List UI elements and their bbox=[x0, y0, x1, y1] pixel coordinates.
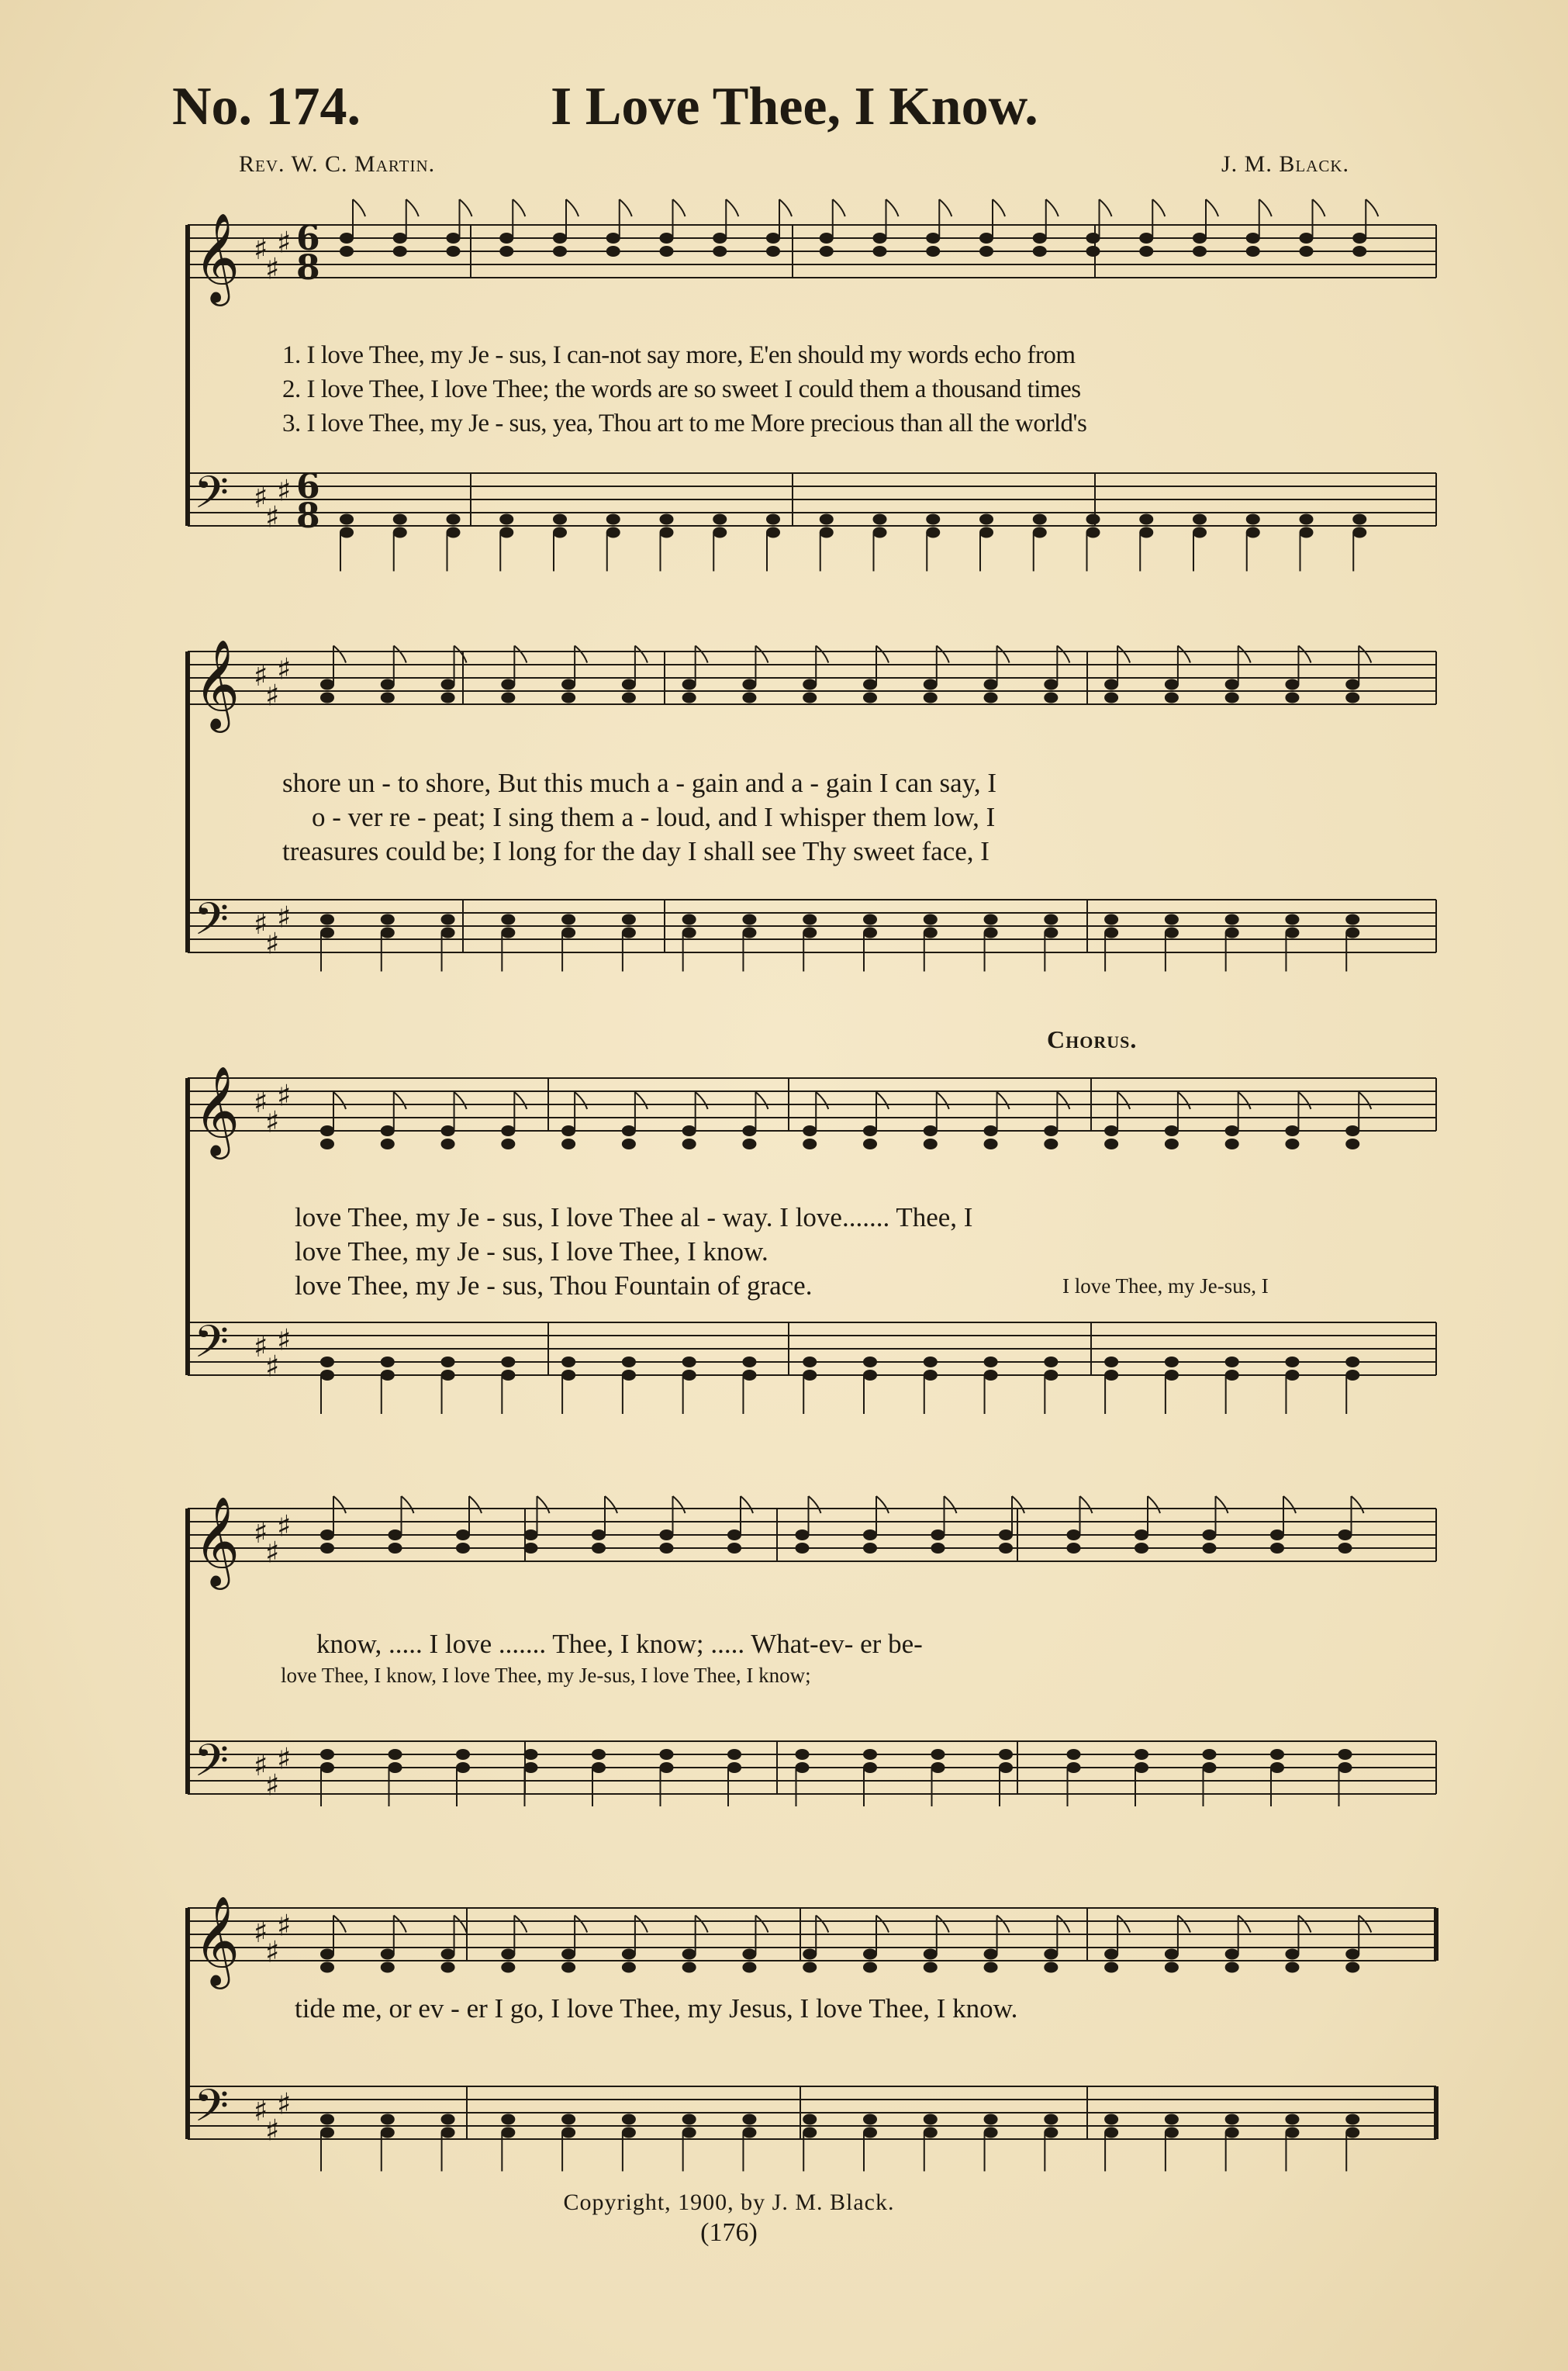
chorus-label: Chorus. bbox=[1047, 1025, 1138, 1053]
music-system-3 bbox=[180, 1055, 1452, 1412]
svg-text:𝄞: 𝄞 bbox=[194, 1895, 240, 1986]
hymn-title: I Love Thee, I Know. bbox=[551, 77, 1038, 137]
bass-echo-lyric: I love Thee, my Je-sus, I bbox=[1062, 1274, 1269, 1298]
lyric-verse-1: shore un - to shore, But this much a - gain and a - gain I can say, I bbox=[282, 768, 997, 798]
svg-text:♯: ♯ bbox=[254, 480, 268, 514]
svg-text:♯: ♯ bbox=[265, 251, 280, 286]
svg-text:♯: ♯ bbox=[265, 2113, 280, 2148]
music-system-4 bbox=[180, 1485, 1452, 1842]
svg-text:♯: ♯ bbox=[277, 2086, 292, 2121]
svg-text:♯: ♯ bbox=[277, 1078, 292, 1113]
lyric-verse-3: 3. I love Thee, my Je - sus, yea, Thou art to me More precious than all the world's bbox=[282, 410, 1087, 437]
svg-text:𝄞: 𝄞 bbox=[194, 1065, 240, 1156]
svg-text:♯: ♯ bbox=[265, 1768, 280, 1802]
page-number: (176) bbox=[700, 2218, 758, 2247]
svg-text:♯: ♯ bbox=[277, 473, 292, 508]
svg-text:𝄢: 𝄢 bbox=[194, 2079, 230, 2143]
svg-text:♯: ♯ bbox=[277, 652, 292, 686]
svg-text:♯: ♯ bbox=[277, 1741, 292, 1776]
lyric-verse-3: treasures could be; I long for the day I shall see Thy sweet face, I bbox=[282, 836, 989, 866]
hymn-number: No. 174. bbox=[172, 77, 361, 137]
lyric-verse-1: love Thee, my Je - sus, I love Thee al - way. I love....... Thee, I bbox=[295, 1202, 973, 1232]
svg-text:𝄢: 𝄢 bbox=[194, 893, 230, 956]
music-system-5 bbox=[180, 1892, 1452, 2179]
svg-text:♯: ♯ bbox=[277, 225, 292, 260]
svg-text:♯: ♯ bbox=[254, 907, 268, 941]
svg-text:8: 8 bbox=[296, 496, 320, 536]
svg-text:♯: ♯ bbox=[277, 1509, 292, 1543]
composer-credit: J. M. Black. bbox=[1221, 151, 1350, 177]
svg-text:𝄢: 𝄢 bbox=[194, 466, 230, 530]
copyright-notice: Copyright, 1900, by J. M. Black. bbox=[563, 2190, 895, 2215]
music-system-1 bbox=[180, 209, 1452, 558]
svg-text:6: 6 bbox=[296, 219, 320, 258]
svg-text:♯: ♯ bbox=[265, 926, 280, 961]
svg-text:♯: ♯ bbox=[277, 900, 292, 935]
svg-text:♯: ♯ bbox=[265, 499, 280, 534]
svg-text:♯: ♯ bbox=[265, 1934, 280, 1969]
svg-text:♯: ♯ bbox=[254, 658, 268, 693]
bass-echo-lyric: love Thee, I know, I love Thee, my Je-sus, I love Thee, I know; bbox=[281, 1664, 811, 1687]
lyric-verse-3: love Thee, my Je - sus, Thou Fountain of grace. bbox=[295, 1270, 813, 1301]
lyric-chorus: tide me, or ev - er I go, I love Thee, my Jesus, I love Thee, I know. bbox=[295, 1993, 1018, 2024]
lyric-chorus: know, ..... I love ....... Thee, I know; ..... What-ev- er be- bbox=[316, 1629, 923, 1659]
lyric-verse-2: 2. I love Thee, I love Thee; the words are so sweet I could them a thousand times bbox=[282, 375, 1081, 403]
svg-text:♯: ♯ bbox=[254, 1748, 268, 1782]
lyric-verse-1: 1. I love Thee, my Je - sus, I can-not say more, E'en should my words echo from bbox=[282, 341, 1076, 369]
svg-text:♯: ♯ bbox=[265, 1535, 280, 1570]
lyricist-credit: Rev. W. C. Martin. bbox=[239, 151, 436, 177]
svg-text:♯: ♯ bbox=[254, 1085, 268, 1119]
svg-text:♯: ♯ bbox=[254, 1915, 268, 1949]
lyric-verse-2: love Thee, my Je - sus, I love Thee, I know. bbox=[295, 1236, 768, 1267]
svg-text:♯: ♯ bbox=[277, 1322, 292, 1357]
svg-text:𝄞: 𝄞 bbox=[194, 1495, 240, 1586]
lyric-verse-2: o - ver re - peat; I sing them a - loud, and I whisper them low, I bbox=[312, 802, 996, 832]
svg-text:6: 6 bbox=[296, 467, 320, 506]
music-system-2 bbox=[180, 636, 1452, 985]
svg-text:♯: ♯ bbox=[254, 232, 268, 266]
svg-text:𝄢: 𝄢 bbox=[194, 1734, 230, 1798]
svg-text:𝄞: 𝄞 bbox=[194, 212, 240, 302]
svg-text:♯: ♯ bbox=[265, 1104, 280, 1139]
svg-text:♯: ♯ bbox=[254, 2093, 268, 2127]
svg-text:♯: ♯ bbox=[265, 1349, 280, 1384]
svg-text:𝄢: 𝄢 bbox=[194, 1315, 230, 1379]
staff-notation bbox=[180, 1892, 1452, 2179]
svg-text:8: 8 bbox=[296, 248, 320, 288]
svg-text:𝄞: 𝄞 bbox=[194, 638, 240, 729]
svg-text:♯: ♯ bbox=[277, 1908, 292, 1943]
svg-text:♯: ♯ bbox=[254, 1516, 268, 1550]
staff-notation bbox=[180, 1055, 1452, 1412]
svg-text:♯: ♯ bbox=[254, 1329, 268, 1363]
svg-text:♯: ♯ bbox=[265, 678, 280, 713]
